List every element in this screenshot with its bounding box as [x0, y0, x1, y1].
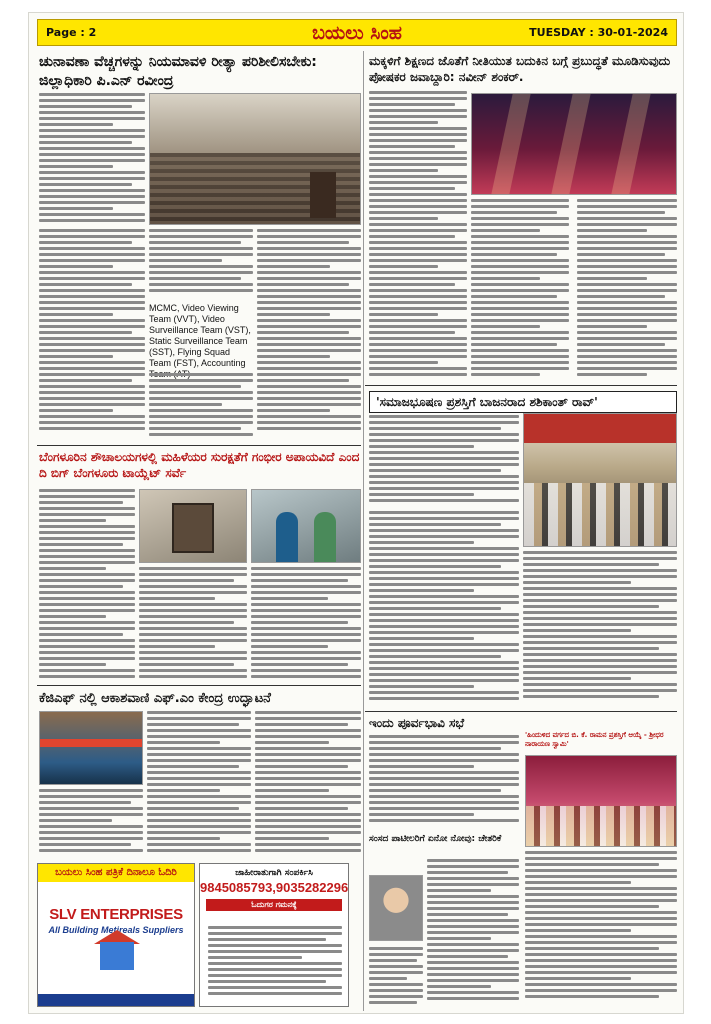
article-text-election-col4: [149, 373, 253, 441]
photo-toilet-survey-team: [251, 489, 361, 563]
issue-date: TUESDAY : 30-01-2024: [529, 26, 668, 39]
headline-event-small: 'ಹಿಂದುಳಿದ ವರ್ಗದ ಬಿ. ಕೆ. ರಾಮನ ಪ್ರಶಸ್ತಿಗೆ ಆಯ್ಕೆ - ಶ್ರೀಧರ ನಾರಾಯಣ ಸ್ವಾಮಿ': [525, 731, 664, 748]
newspaper-title: ಬಯಲು ಸಿಂಹ: [312, 22, 402, 44]
article-text-toilet-col2: [139, 567, 247, 683]
photo-stage-event: [471, 93, 677, 195]
article-text-radio-col2: [255, 711, 361, 857]
headline-teachers: ಮಕ್ಕಳಿಗೆ ಶಿಕ್ಷಣದ ಜೊತೆಗೆ ನೀತಿಯುತ ಬದುಕಿನ ಬಗ್ಗೆ ಪ್ರಬುದ್ಧತೆ ಮೂಡಿಸುವುದು ಪೋಷಕರ ಜವಾಬ್ದಾರಿ: ನವೀನ್ ಶಂಕರ್.: [369, 54, 671, 84]
article-text-toilet-col1: [39, 489, 135, 683]
article-text-teachers-col3: [577, 199, 677, 381]
headline-toilet-survey: ಬೆಂಗಳೂರಿನ ಶೌಚಾಲಯಗಳಲ್ಲಿ ಮಹಿಳೆಯರ ಸುರಕ್ಷತೆಗೆ ಗಂಭೀರ ಅಪಾಯವಿದೆ ಎಂದ ದಿ ಬಿಗ್ ಬೆಂಗಳೂರು ಟಾಯ್ಲೆಟ್ ಸರ್ವೆ: [39, 450, 360, 480]
page-number: Page : 2: [46, 26, 97, 39]
article-text-election-col2: [39, 229, 145, 441]
article-text-toilet-col3: [251, 567, 361, 683]
photo-group-event: [525, 755, 677, 847]
classified-note: ಓದುಗರ ಗಮನಕ್ಕೆ: [206, 899, 342, 911]
advert-tagline: ಬಯಲು ಸಿಂಹ ಪತ್ರಿಕೆ ದಿನಾಲೂ ಓದಿರಿ: [38, 864, 194, 882]
classified-phone: 9845085793,9035282296: [200, 880, 349, 895]
headline-mp: ಸಂಸದ ಪಾಟೀಲರಿಗೆ ಏನೋ ನೋವು: ಚೇತರಿಕೆ: [369, 834, 502, 844]
article-text-award-col2: [369, 511, 519, 707]
photo-award-ceremony: [523, 413, 677, 547]
article-text-radio-col1: [147, 711, 251, 857]
article-text-mp-col1: [427, 859, 519, 1009]
masthead: [37, 19, 677, 46]
article-text-election-col1: [39, 93, 145, 225]
advert-subtitle: All Building Metireals Suppliers: [48, 925, 184, 935]
photo-ribbon-cutting: [39, 711, 143, 785]
article-text-award-col1: [369, 415, 519, 507]
article-text-meeting: [369, 735, 519, 829]
newspaper-page: [28, 12, 684, 1014]
article-text-event-small: [525, 851, 677, 1009]
headline-award: 'ಸಮಾಜಭೂಷಣ ಪ್ರಶಸ್ತಿಗೆ ಬಾಜನರಾದ ಶಶಿಕಾಂತ್ ರಾವ್': [369, 391, 677, 413]
advert-company-name: SLV ENTERPRISES: [49, 906, 183, 923]
article-text-radio-col3: [39, 789, 143, 857]
article-text-award-col3: [523, 551, 677, 707]
advert-slv-enterprises: [37, 863, 195, 1007]
classified-heading: ಜಾಹೀರಾತುಗಾಗಿ ಸಂಪರ್ಕಿಸಿ: [235, 868, 313, 878]
headline-election: ಚುನಾವಣಾ ವೆಚ್ಚಗಳನ್ನು ನಿಯಮಾವಳಿ ರೀತ್ಯಾ ಪರಿಶೀಲಿಸಬೇಕು: ಜಿಲ್ಲಾಧಿಕಾರಿ ಪಿ.ಎನ್ ರವೀಂದ್ರ: [39, 54, 317, 89]
photo-toilet-door: [139, 489, 247, 563]
house-icon: [100, 942, 134, 970]
advert-classifieds: [199, 863, 349, 1007]
article-text-election-col3: [149, 229, 253, 299]
article-text-mp-col2: [369, 947, 423, 1009]
headline-meeting: ಇಂದು ಪೂರ್ವಭಾವಿ ಸಭೆ: [369, 716, 465, 730]
article-text-teachers-col1: [369, 91, 467, 381]
photo-election-meeting: [149, 93, 361, 225]
article-text-election-col5: [257, 229, 361, 441]
article-text-teachers-col2: [471, 199, 569, 381]
election-teams-list: MCMC, Video Viewing Team (VVT), Video Surveillance Team (VST), Static Surveillance Team (SST), Flying Squad Team (FST), Accounting: [149, 303, 253, 380]
headline-radio: ಕೆಜಿಎಫ್ ನಲ್ಲಿ ಆಕಾಶವಾಣಿ ಎಫ್.ಎಂ ಕೇಂದ್ರ ಉದ್ಘಾಟನೆ: [39, 691, 271, 706]
photo-portrait: [369, 875, 423, 941]
